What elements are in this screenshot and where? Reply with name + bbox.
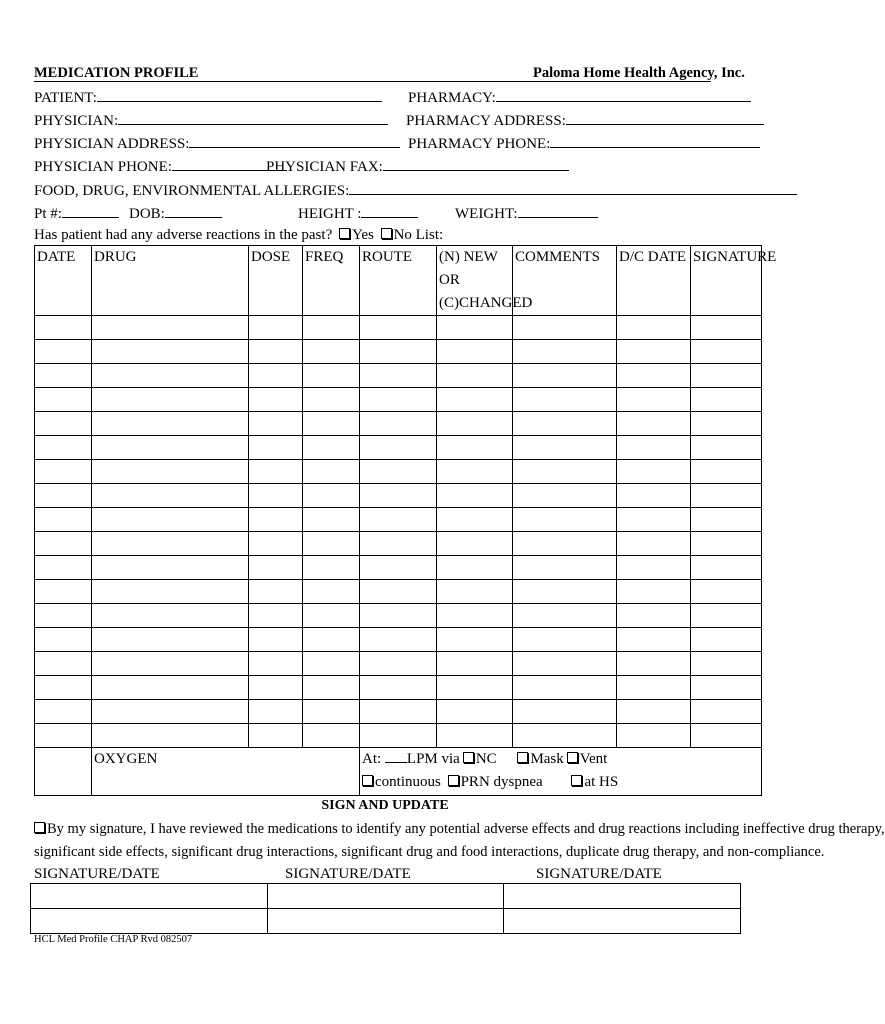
- oxygen-label: OXYGEN: [92, 748, 360, 796]
- table-cell[interactable]: [513, 484, 617, 508]
- table-row: [35, 484, 762, 508]
- table-cell[interactable]: [249, 340, 303, 364]
- table-cell[interactable]: [303, 316, 360, 340]
- table-cell[interactable]: [691, 628, 762, 652]
- table-row: [35, 628, 762, 652]
- table-cell[interactable]: [249, 580, 303, 604]
- table-cell[interactable]: [249, 508, 303, 532]
- table-cell[interactable]: [617, 700, 691, 724]
- table-cell[interactable]: [617, 532, 691, 556]
- table-cell[interactable]: [360, 652, 437, 676]
- table-cell[interactable]: [437, 316, 513, 340]
- table-cell[interactable]: [691, 724, 762, 748]
- table-cell[interactable]: [360, 484, 437, 508]
- signature-row: [31, 909, 741, 934]
- physician-fax-field[interactable]: PHYSICIAN FAX:: [266, 156, 569, 176]
- yes-checkbox[interactable]: [339, 228, 350, 239]
- table-cell[interactable]: [437, 364, 513, 388]
- table-cell[interactable]: [360, 508, 437, 532]
- physician-address-field[interactable]: PHYSICIAN ADDRESS:: [34, 133, 400, 153]
- no-checkbox[interactable]: [381, 228, 392, 239]
- table-cell[interactable]: [691, 580, 762, 604]
- table-cell[interactable]: [360, 364, 437, 388]
- col-drug: DRUG: [92, 246, 249, 316]
- agency-name: Paloma Home Health Agency, Inc.: [533, 65, 745, 81]
- table-cell[interactable]: [249, 412, 303, 436]
- table-cell[interactable]: [691, 340, 762, 364]
- table-cell[interactable]: [437, 676, 513, 700]
- table-cell[interactable]: [513, 412, 617, 436]
- table-cell[interactable]: [360, 532, 437, 556]
- table-cell[interactable]: [249, 724, 303, 748]
- table-cell[interactable]: [303, 460, 360, 484]
- table-cell[interactable]: [35, 340, 92, 364]
- vent-checkbox[interactable]: [567, 752, 578, 763]
- table-cell[interactable]: [35, 700, 92, 724]
- table-cell[interactable]: [249, 676, 303, 700]
- table-cell[interactable]: [513, 652, 617, 676]
- hs-checkbox[interactable]: [571, 775, 582, 786]
- table-cell[interactable]: [92, 580, 249, 604]
- table-cell[interactable]: [35, 508, 92, 532]
- table-row: [35, 412, 762, 436]
- table-cell[interactable]: [691, 388, 762, 412]
- table-cell[interactable]: [513, 460, 617, 484]
- table-cell[interactable]: [303, 700, 360, 724]
- table-cell[interactable]: [617, 388, 691, 412]
- table-cell[interactable]: [249, 556, 303, 580]
- table-cell[interactable]: [360, 436, 437, 460]
- table-cell[interactable]: [35, 436, 92, 460]
- table-cell[interactable]: [360, 388, 437, 412]
- table-cell[interactable]: [360, 412, 437, 436]
- table-cell[interactable]: [35, 412, 92, 436]
- table-cell[interactable]: [249, 652, 303, 676]
- table-cell[interactable]: [691, 652, 762, 676]
- table-cell[interactable]: [513, 364, 617, 388]
- table-cell[interactable]: [617, 340, 691, 364]
- signature-cell[interactable]: [267, 909, 504, 934]
- medication-table: [34, 245, 777, 796]
- col-new-or-changed: (N) NEW OR (C)CHANGED: [437, 246, 513, 316]
- table-cell[interactable]: [35, 676, 92, 700]
- adverse-reactions-question: [34, 226, 443, 244]
- table-cell[interactable]: [691, 436, 762, 460]
- form-title: MEDICATION PROFILE: [34, 65, 199, 81]
- sign-statement-line1: By my signature, I have reviewed the medications to identify any potential adverse effects and drug reactions including ineffective drug therapy,: [34, 820, 885, 838]
- col-dose: DOSE: [249, 246, 303, 316]
- table-cell[interactable]: [35, 364, 92, 388]
- table-cell[interactable]: [92, 676, 249, 700]
- table-cell[interactable]: [92, 484, 249, 508]
- lpm-input[interactable]: [385, 748, 407, 763]
- table-row: [35, 436, 762, 460]
- pharmacy-address-field[interactable]: PHARMACY ADDRESS:: [406, 110, 764, 130]
- table-cell[interactable]: [35, 628, 92, 652]
- table-cell[interactable]: [360, 628, 437, 652]
- oxygen-date-cell[interactable]: [35, 748, 92, 796]
- table-cell[interactable]: [360, 556, 437, 580]
- height-field[interactable]: HEIGHT :: [298, 203, 418, 223]
- table-row: [35, 532, 762, 556]
- table-row: [35, 604, 762, 628]
- table-cell[interactable]: [437, 436, 513, 460]
- table-cell[interactable]: [303, 628, 360, 652]
- pharmacy-field[interactable]: PHARMACY:: [408, 87, 751, 107]
- signature-cell[interactable]: [504, 909, 741, 934]
- table-cell[interactable]: [513, 508, 617, 532]
- allergies-field[interactable]: FOOD, DRUG, ENVIRONMENTAL ALLERGIES:: [34, 180, 797, 200]
- continuous-checkbox[interactable]: [362, 775, 373, 786]
- table-cell[interactable]: [691, 484, 762, 508]
- form-footer: HCL Med Profile CHAP Rvd 082507: [34, 934, 193, 945]
- signature-cell[interactable]: [504, 884, 741, 909]
- table-cell[interactable]: [35, 580, 92, 604]
- table-cell[interactable]: [303, 676, 360, 700]
- pharmacy-phone-field[interactable]: PHARMACY PHONE:: [408, 133, 760, 153]
- signature-cell[interactable]: [31, 884, 268, 909]
- table-cell[interactable]: [617, 508, 691, 532]
- header-rule: [34, 81, 711, 82]
- table-cell[interactable]: [92, 508, 249, 532]
- table-cell[interactable]: [92, 364, 249, 388]
- table-cell[interactable]: [303, 508, 360, 532]
- table-cell[interactable]: [513, 556, 617, 580]
- table-cell[interactable]: [437, 340, 513, 364]
- table-cell[interactable]: [513, 580, 617, 604]
- table-cell[interactable]: [92, 532, 249, 556]
- table-cell[interactable]: [360, 316, 437, 340]
- oxygen-row: [35, 748, 762, 796]
- table-cell[interactable]: [360, 676, 437, 700]
- table-cell[interactable]: [92, 316, 249, 340]
- table-cell[interactable]: [617, 364, 691, 388]
- col-route: ROUTE: [360, 246, 437, 316]
- prn-checkbox[interactable]: [448, 775, 459, 786]
- table-cell[interactable]: [617, 676, 691, 700]
- table-row: [35, 460, 762, 484]
- table-cell[interactable]: [92, 700, 249, 724]
- signature-row: [31, 884, 741, 909]
- signature-label-1: SIGNATURE/DATE: [34, 866, 160, 882]
- table-cell[interactable]: [617, 316, 691, 340]
- col-dc-date: D/C DATE: [617, 246, 691, 316]
- table-row: [35, 652, 762, 676]
- table-cell[interactable]: [513, 340, 617, 364]
- patient-field[interactable]: PATIENT:: [34, 87, 382, 107]
- physician-phone-field[interactable]: PHYSICIAN PHONE:: [34, 156, 287, 176]
- table-cell[interactable]: [691, 460, 762, 484]
- table-cell[interactable]: [92, 460, 249, 484]
- table-row: [35, 556, 762, 580]
- table-cell[interactable]: [92, 412, 249, 436]
- table-cell[interactable]: [303, 436, 360, 460]
- table-cell[interactable]: [691, 412, 762, 436]
- table-cell[interactable]: [35, 316, 92, 340]
- table-cell[interactable]: [437, 532, 513, 556]
- table-cell[interactable]: [92, 628, 249, 652]
- table-cell[interactable]: [617, 604, 691, 628]
- table-cell[interactable]: [513, 316, 617, 340]
- mask-checkbox[interactable]: [517, 752, 528, 763]
- table-cell[interactable]: [303, 652, 360, 676]
- table-cell[interactable]: [691, 508, 762, 532]
- attest-checkbox[interactable]: [34, 822, 45, 833]
- table-cell[interactable]: [617, 436, 691, 460]
- signature-label-2: SIGNATURE/DATE: [285, 866, 411, 882]
- table-cell[interactable]: [617, 652, 691, 676]
- table-cell[interactable]: [35, 460, 92, 484]
- col-date: DATE: [35, 246, 92, 316]
- table-row: [35, 580, 762, 604]
- col-comments: COMMENTS: [513, 246, 617, 316]
- table-cell[interactable]: [617, 556, 691, 580]
- table-cell[interactable]: [303, 412, 360, 436]
- table-cell[interactable]: [303, 388, 360, 412]
- table-cell[interactable]: [617, 724, 691, 748]
- table-cell[interactable]: [691, 316, 762, 340]
- yes-label: Yes: [351, 227, 374, 243]
- table-cell[interactable]: [92, 604, 249, 628]
- table-cell[interactable]: [35, 724, 92, 748]
- table-cell[interactable]: [437, 484, 513, 508]
- table-cell[interactable]: [617, 484, 691, 508]
- table-row: [35, 316, 762, 340]
- table-cell[interactable]: [437, 652, 513, 676]
- table-row: [35, 364, 762, 388]
- table-cell[interactable]: [617, 460, 691, 484]
- table-cell[interactable]: [437, 604, 513, 628]
- table-cell[interactable]: [303, 532, 360, 556]
- table-cell[interactable]: [691, 364, 762, 388]
- table-cell[interactable]: [249, 532, 303, 556]
- table-cell[interactable]: [303, 724, 360, 748]
- adverse-question-text: Has patient had any adverse reactions in the past?: [34, 227, 333, 243]
- table-cell[interactable]: [35, 388, 92, 412]
- table-cell[interactable]: [513, 604, 617, 628]
- table-cell[interactable]: [437, 508, 513, 532]
- signature-cell[interactable]: [267, 884, 504, 909]
- table-cell[interactable]: [691, 532, 762, 556]
- table-cell[interactable]: [303, 364, 360, 388]
- table-cell[interactable]: [35, 652, 92, 676]
- table-cell[interactable]: [360, 604, 437, 628]
- col-freq: FREQ: [303, 246, 360, 316]
- signature-cell[interactable]: [31, 909, 268, 934]
- table-cell[interactable]: [437, 388, 513, 412]
- table-row: [35, 508, 762, 532]
- table-cell[interactable]: [249, 460, 303, 484]
- table-cell[interactable]: [249, 364, 303, 388]
- table-cell[interactable]: [360, 700, 437, 724]
- table-cell[interactable]: [437, 460, 513, 484]
- table-cell[interactable]: [513, 388, 617, 412]
- table-cell[interactable]: [249, 628, 303, 652]
- sign-update-heading: SIGN AND UPDATE: [321, 798, 449, 813]
- table-cell[interactable]: [437, 628, 513, 652]
- table-row: [35, 724, 762, 748]
- table-cell[interactable]: [691, 604, 762, 628]
- table-cell[interactable]: [437, 724, 513, 748]
- table-cell[interactable]: [617, 412, 691, 436]
- table-cell[interactable]: [35, 556, 92, 580]
- table-cell[interactable]: [35, 604, 92, 628]
- physician-field[interactable]: PHYSICIAN:: [34, 110, 388, 130]
- table-cell[interactable]: [249, 484, 303, 508]
- sign-statement-line2: significant side effects, significant drug interactions, significant drug and food interactions, duplicate drug therapy, and non-compliance.: [34, 844, 825, 860]
- table-cell[interactable]: [617, 628, 691, 652]
- table-row: [35, 700, 762, 724]
- table-cell[interactable]: [249, 316, 303, 340]
- table-cell[interactable]: [513, 724, 617, 748]
- table-cell[interactable]: [249, 604, 303, 628]
- table-cell[interactable]: [35, 532, 92, 556]
- table-row: [35, 676, 762, 700]
- table-cell[interactable]: [513, 436, 617, 460]
- table-cell[interactable]: [360, 460, 437, 484]
- table-row: [35, 388, 762, 412]
- signature-label-3: SIGNATURE/DATE: [536, 866, 662, 882]
- table-cell[interactable]: [92, 340, 249, 364]
- table-cell[interactable]: [35, 484, 92, 508]
- no-list-label: No List:: [393, 227, 444, 243]
- table-row: [35, 340, 762, 364]
- table-cell[interactable]: [92, 436, 249, 460]
- table-cell[interactable]: [437, 556, 513, 580]
- table-cell[interactable]: [691, 700, 762, 724]
- nc-checkbox[interactable]: [463, 752, 474, 763]
- table-cell[interactable]: [437, 700, 513, 724]
- table-cell[interactable]: [249, 388, 303, 412]
- table-cell[interactable]: [437, 580, 513, 604]
- table-cell[interactable]: [303, 340, 360, 364]
- oxygen-options: At: LPM via NC Mask Vent continuous PRN dyspnea at HS: [360, 748, 762, 796]
- table-cell[interactable]: [92, 724, 249, 748]
- table-cell[interactable]: [249, 700, 303, 724]
- pt-number-field[interactable]: Pt #:: [34, 203, 119, 223]
- table-cell[interactable]: [303, 484, 360, 508]
- table-cell[interactable]: [92, 556, 249, 580]
- table-cell[interactable]: [249, 436, 303, 460]
- table-cell[interactable]: [513, 532, 617, 556]
- table-header-row: [35, 246, 762, 316]
- table-cell[interactable]: [437, 412, 513, 436]
- table-cell[interactable]: [617, 580, 691, 604]
- table-cell[interactable]: [92, 652, 249, 676]
- table-cell[interactable]: [360, 724, 437, 748]
- table-cell[interactable]: [691, 556, 762, 580]
- table-cell[interactable]: [303, 604, 360, 628]
- weight-field[interactable]: WEIGHT:: [455, 203, 598, 223]
- table-cell[interactable]: [303, 556, 360, 580]
- dob-field[interactable]: DOB:: [129, 203, 222, 223]
- table-cell[interactable]: [360, 340, 437, 364]
- table-cell[interactable]: [513, 628, 617, 652]
- signature-table: [30, 883, 741, 934]
- table-cell[interactable]: [513, 676, 617, 700]
- table-cell[interactable]: [92, 388, 249, 412]
- table-cell[interactable]: [303, 580, 360, 604]
- table-cell[interactable]: [691, 676, 762, 700]
- table-cell[interactable]: [513, 700, 617, 724]
- table-cell[interactable]: [360, 580, 437, 604]
- col-signature: SIGNATURE: [691, 246, 762, 316]
